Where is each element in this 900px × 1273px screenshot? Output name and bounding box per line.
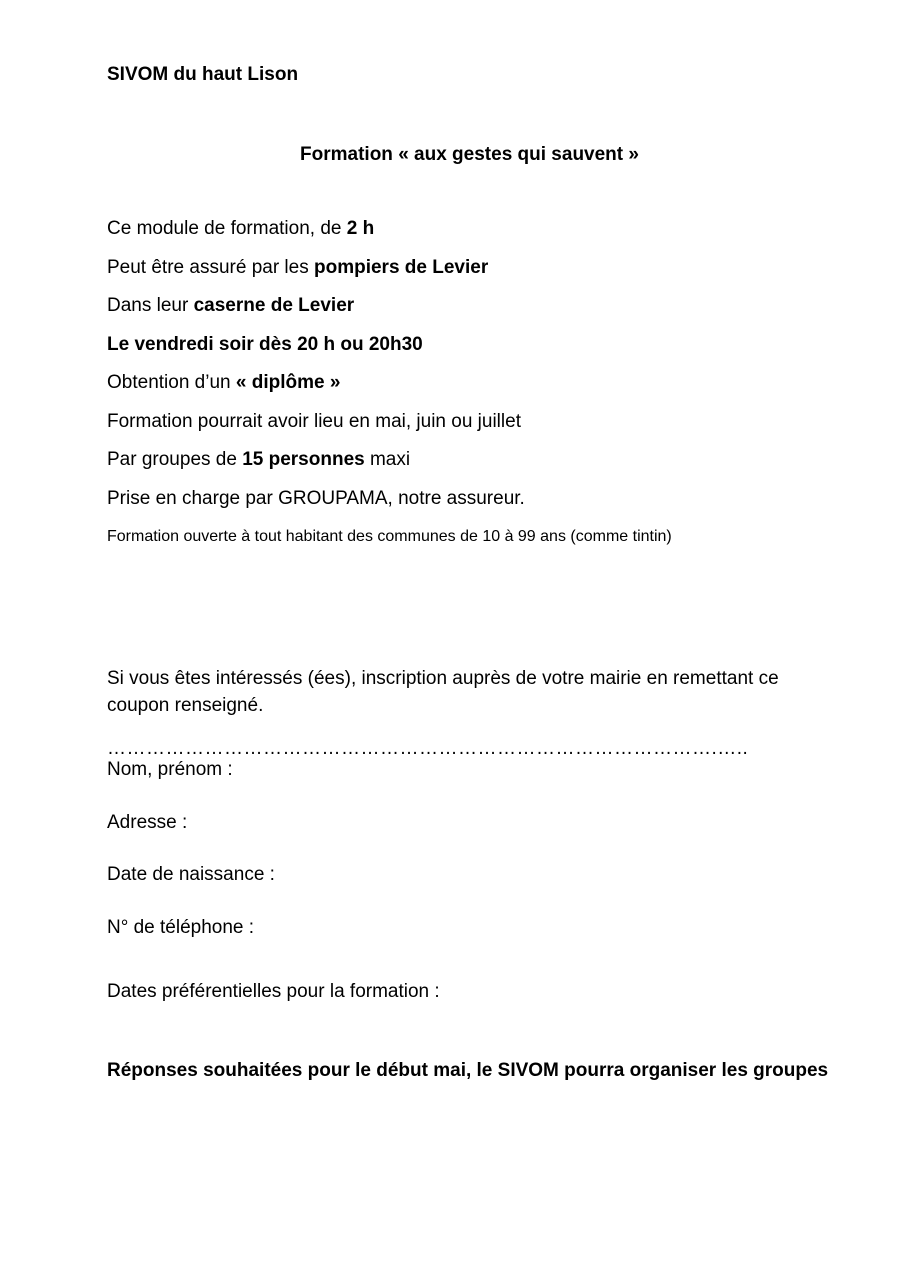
body-line-periode: Formation pourrait avoir lieu en mai, juin ou juillet <box>107 410 521 432</box>
body-block <box>107 210 832 557</box>
form-field-adresse: Adresse : <box>107 811 188 833</box>
coupon-intro: Si vous êtes intéressés (ées), inscription auprès de votre mairie en remettant ce coupon renseigné. <box>107 667 779 716</box>
doc-header: SIVOM du haut Lison <box>107 64 299 85</box>
form-field-date-naissance: Date de naissance : <box>107 863 275 885</box>
form-field-dates-preferentielles: Dates préférentielles pour la formation : <box>107 980 440 1002</box>
footer-note: Réponses souhaitées pour le début mai, le SIVOM pourra organiser les groupes <box>107 1059 829 1081</box>
document-content <box>107 0 832 1084</box>
body-line-horaire: Le vendredi soir dès 20 h ou 20h30 <box>107 333 423 355</box>
fine-print: Formation ouverte à tout habitant des communes de 10 à 99 ans (comme tintin) <box>107 528 672 545</box>
body-line-module: Ce module de formation, de 2 h <box>107 218 375 239</box>
doc-title: Formation « aux gestes qui sauvent » <box>300 144 639 165</box>
form-field-nom-prenom: Nom, prénom : <box>107 758 233 780</box>
body-line-assureur: Prise en charge par GROUPAMA, notre assureur. <box>107 487 525 509</box>
form-field-telephone: N° de téléphone : <box>107 916 255 938</box>
body-line-pompiers: Peut être assuré par les pompiers de Levier <box>107 256 489 278</box>
body-line-caserne: Dans leur caserne de Levier <box>107 295 355 316</box>
body-line-diplome: Obtention d’un « diplôme » <box>107 372 341 393</box>
dotted-separator: ………………………………………………………………………………….….. <box>107 738 749 759</box>
body-line-groupes: Par groupes de 15 personnes maxi <box>107 449 411 470</box>
